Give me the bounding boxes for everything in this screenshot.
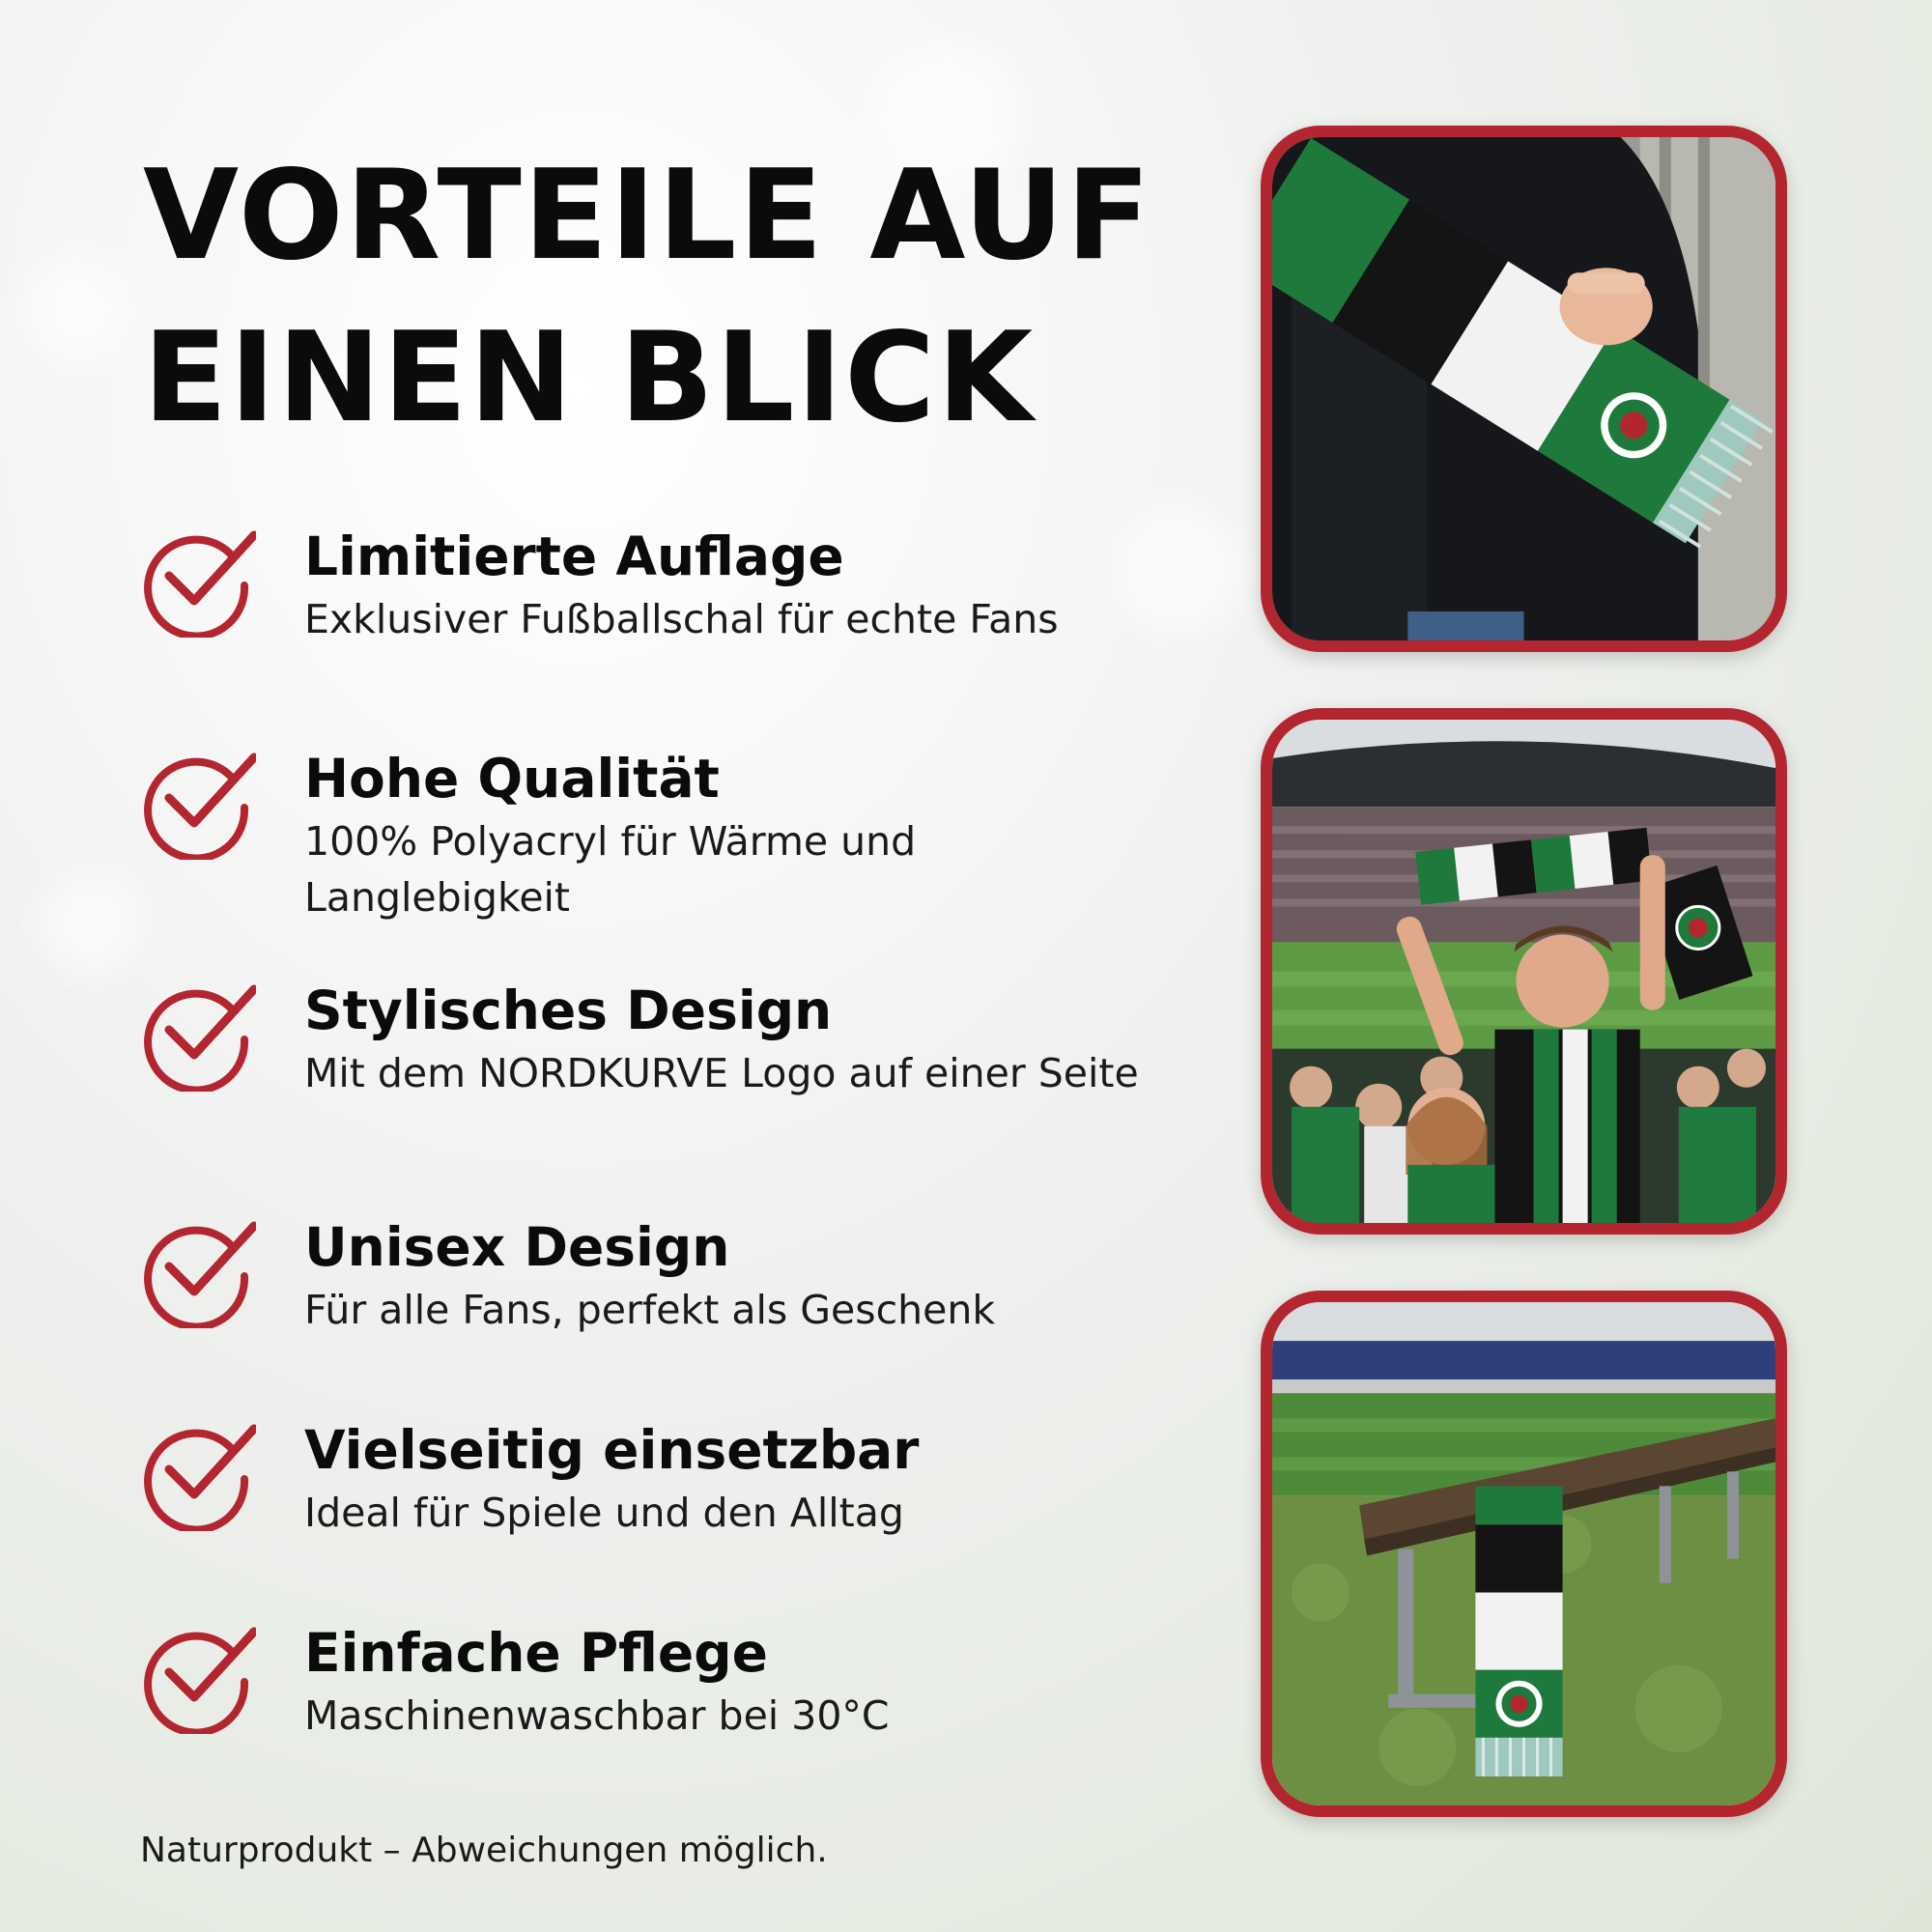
feature-title: Hohe Qualität <box>304 748 720 810</box>
feature-description: Exklusiver Fußballschal für echte Fans <box>304 596 1059 642</box>
feature-title: Stylisches Design <box>304 980 833 1041</box>
feature-description: Für alle Fans, perfekt als Geschenk <box>304 1287 996 1333</box>
feature-description: Maschinenwaschbar bei 30°C <box>304 1692 890 1739</box>
photo-scarf-on-bench <box>1261 1291 1787 1817</box>
page-title-line-1: VORTEILE AUF <box>143 144 1152 288</box>
check-circle-icon <box>140 744 256 860</box>
check-circle-icon <box>140 1415 256 1531</box>
photo-scarf-in-hand <box>1261 126 1787 652</box>
photo-fans-in-stadium <box>1261 708 1787 1235</box>
check-circle-icon <box>140 1212 256 1328</box>
feature-description: Ideal für Spiele und den Alltag <box>304 1490 904 1536</box>
check-circle-icon <box>140 522 256 638</box>
feature-description: Mit dem NORDKURVE Logo auf einer Seite <box>304 1050 1139 1096</box>
feature-title: Einfache Pflege <box>304 1622 768 1684</box>
feature-description: 100% Polyacryl für Wärme und Langlebigkeit <box>304 818 917 921</box>
background-bokeh <box>19 251 135 367</box>
background-bokeh <box>39 869 145 976</box>
feature-title: Vielseitig einsetzbar <box>304 1419 920 1481</box>
page-title-line-2: EINEN BLICK <box>143 306 1036 450</box>
footnote: Naturprodukt – Abweichungen möglich. <box>140 1831 828 1870</box>
feature-title: Unisex Design <box>304 1216 730 1278</box>
check-circle-icon <box>140 976 256 1092</box>
page-title <box>143 135 1152 460</box>
check-circle-icon <box>140 1618 256 1734</box>
feature-title: Limitierte Auflage <box>304 526 844 587</box>
